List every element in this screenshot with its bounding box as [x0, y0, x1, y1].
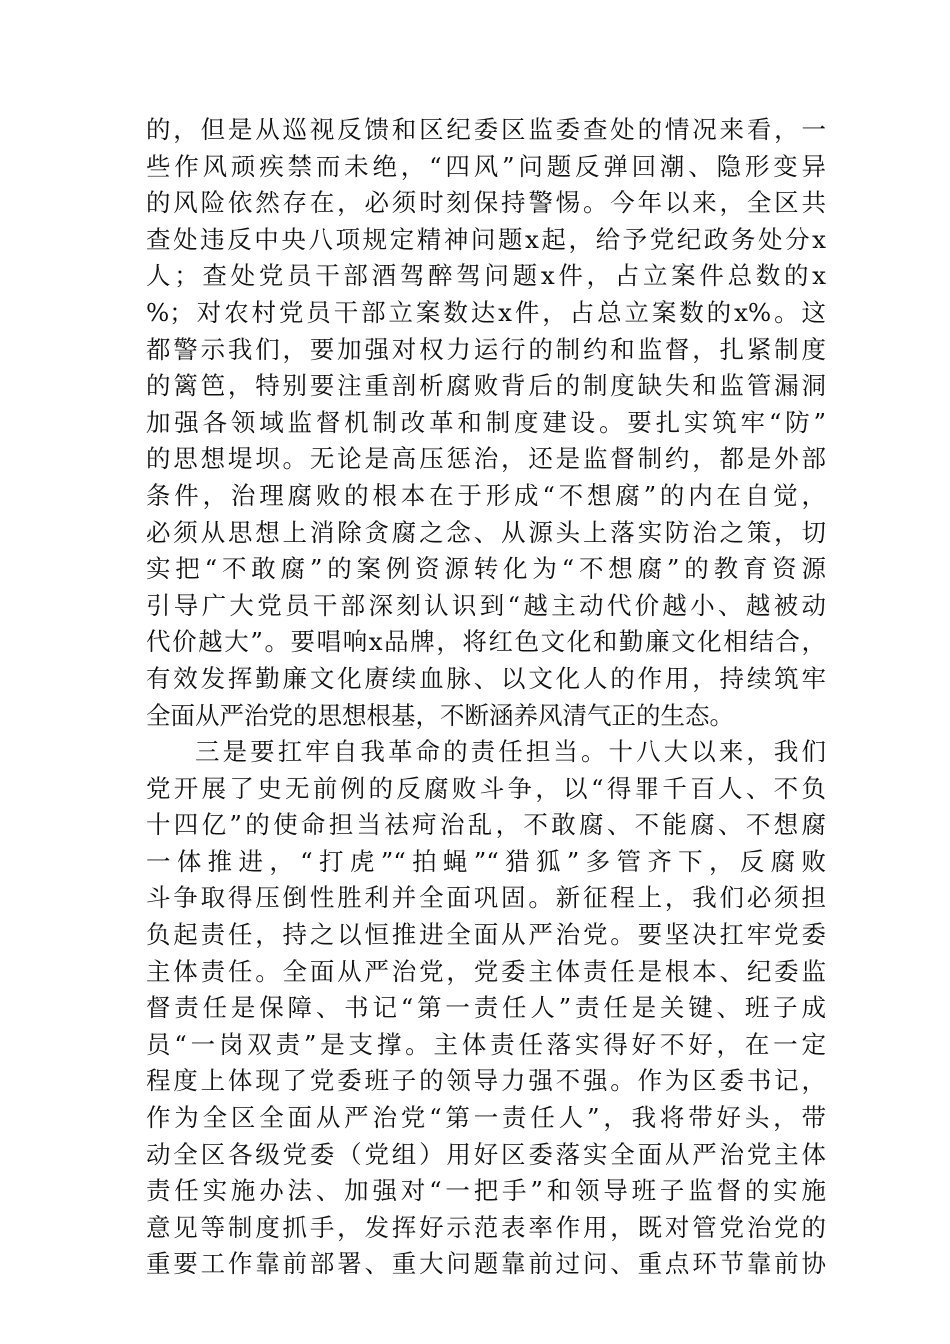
text-line: 斗争取得压倒性胜利并全面巩固。新征程上，我们必须担	[146, 883, 826, 913]
text-line: 督责任是保障、书记“第一责任人”责任是关键、班子成	[146, 993, 826, 1023]
text-line: 有效发挥勤廉文化赓续血脉、以文化人的作用，持续筑牢	[146, 663, 826, 693]
text-line: 人；查处党员干部酒驾醉驾问题x件，占立案件总数的x	[146, 261, 826, 291]
text-line: 重要工作靠前部署、重大问题靠前过问、重点环节靠前协	[146, 1249, 826, 1279]
text-line: 动全区各级党委（党组）用好区委落实全面从严治党主体	[146, 1139, 826, 1169]
text-line: 的风险依然存在，必须时刻保持警惕。今年以来，全区共	[146, 188, 826, 218]
text-line: 主体责任。全面从严治党，党委主体责任是根本、纪委监	[146, 956, 826, 986]
text-line: 意见等制度抓手，发挥好示范表率作用，既对管党治党的	[146, 1212, 826, 1242]
text-line: 实把“不敢腐”的案例资源转化为“不想腐”的教育资源	[146, 554, 826, 584]
text-line: 条件，治理腐败的根本在于形成“不想腐”的内在自觉，	[146, 480, 826, 510]
text-line: 的篱笆，特别要注重剖析腐败背后的制度缺失和监管漏洞	[146, 371, 826, 401]
text-line: 全面从严治党的思想根基，不断涵养风清气正的生态。	[146, 700, 734, 730]
text-line: 责任实施办法、加强对“一把手”和领导班子监督的实施	[146, 1176, 826, 1206]
text-line: 党开展了史无前例的反腐败斗争，以“得罪千百人、不负	[146, 773, 826, 803]
text-line: 作为全区全面从严治党“第一责任人”，我将带好头，带	[146, 1103, 826, 1133]
paragraph-2	[146, 734, 826, 1283]
text-line: %；对农村党员干部立案数达x件，占总立案数的x%。这	[146, 297, 826, 327]
text-line: 负起责任，持之以恒推进全面从严治党。要坚决扛牢党委	[146, 920, 826, 950]
text-line: 三是要扛牢自我革命的责任担当。十八大以来，我们	[195, 737, 826, 767]
document-body	[146, 112, 826, 1283]
text-line: 加强各领域监督机制改革和制度建设。要扎实筑牢“防”	[146, 407, 826, 437]
text-line: 都警示我们，要加强对权力运行的制约和监督，扎紧制度	[146, 334, 826, 364]
text-line: 程度上体现了党委班子的领导力强不强。作为区委书记，	[146, 1066, 826, 1096]
text-line: 一体推进，“打虎”“拍蝇”“猎狐”多管齐下，反腐败	[146, 846, 826, 876]
text-line: 必须从思想上消除贪腐之念、从源头上落实防治之策，切	[146, 517, 826, 547]
text-line: 的，但是从巡视反馈和区纪委区监委查处的情况来看，一	[146, 115, 826, 144]
paragraph-1	[146, 112, 826, 734]
text-line: 些作风顽疾禁而未绝，“四风”问题反弹回潮、隐形变异	[146, 151, 826, 181]
text-line: 十四亿”的使命担当祛疴治乱，不敢腐、不能腐、不想腐	[146, 810, 826, 840]
text-line: 的思想堤坝。无论是高压惩治，还是监督制约，都是外部	[146, 444, 826, 474]
text-line: 引导广大党员干部深刻认识到“越主动代价越小、越被动	[146, 590, 826, 620]
text-line: 查处违反中央八项规定精神问题x起，给予党纪政务处分x	[146, 224, 826, 254]
text-line: 代价越大”。要唱响x品牌，将红色文化和勤廉文化相结合，	[146, 627, 826, 657]
text-line: 员“一岗双责”是支撑。主体责任落实得好不好，在一定	[146, 1029, 826, 1059]
